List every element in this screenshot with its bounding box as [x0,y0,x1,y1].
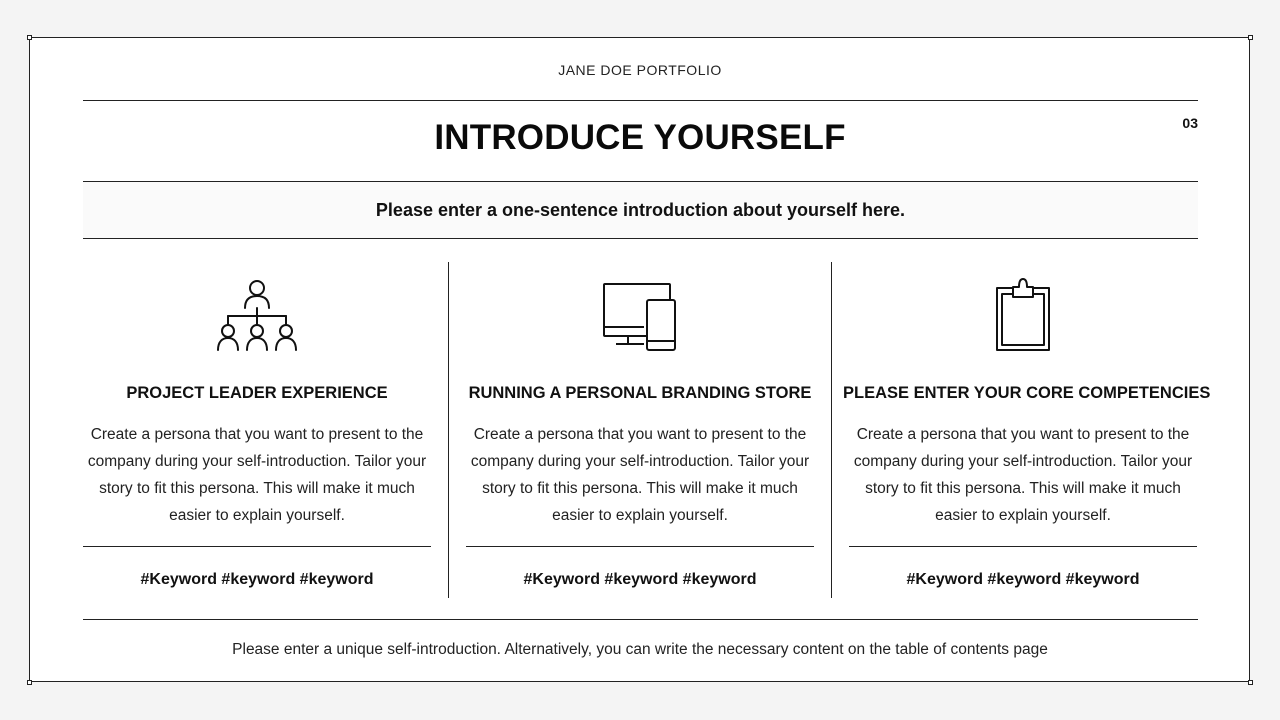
frame-corner-handle [1248,680,1253,685]
column-body: Create a persona that you want to present to the company during your self-introduction. Tailor your story to fit this persona. This will make it much easier to explain yourself. [853,426,1193,524]
portfolio-title: JANE DOE PORTFOLIO [558,62,722,78]
devices-icon [466,278,814,354]
title-top-divider [83,100,1198,101]
page-title: INTRODUCE YOURSELF [434,118,846,157]
column-separator [831,262,832,598]
column-heading: PROJECT LEADER EXPERIENCE [126,384,388,402]
footer-text: Please enter a unique self-introduction. Alternatively, you can write the necessary content on the table of contents page [232,641,1048,658]
org-chart-icon [83,278,431,354]
column-body: Create a persona that you want to present to the company during your self-introduction. Tailor your story to fit this persona. This will make it much easier to explain yourself. [87,426,427,524]
column-branding-store [466,262,814,598]
column-keywords: #Keyword #keyword #keyword [140,571,374,588]
frame-corner-handle [27,35,32,40]
column-keywords: #Keyword #keyword #keyword [523,571,757,588]
intro-bottom-divider [83,238,1198,239]
column-divider [83,546,431,547]
footer-divider [83,619,1198,620]
frame-corner-handle [1248,35,1253,40]
column-heading: RUNNING A PERSONAL BRANDING STORE [468,384,812,402]
column-project-leader [83,262,431,598]
column-divider [849,546,1197,547]
page-number: 03 [1182,115,1198,131]
column-heading: PLEASE ENTER YOUR CORE COMPETENCIES [843,384,1211,402]
intro-sentence: Please enter a one-sentence introduction about yourself here. [83,182,1198,238]
clipboard-icon [849,278,1197,354]
column-divider [466,546,814,547]
column-body: Create a persona that you want to present to the company during your self-introduction. Tailor your story to fit this persona. This will make it much easier to explain yourself. [470,426,810,524]
column-core-competencies [843,262,1211,598]
column-separator [448,262,449,598]
frame-corner-handle [27,680,32,685]
column-keywords: #Keyword #keyword #keyword [906,571,1140,588]
